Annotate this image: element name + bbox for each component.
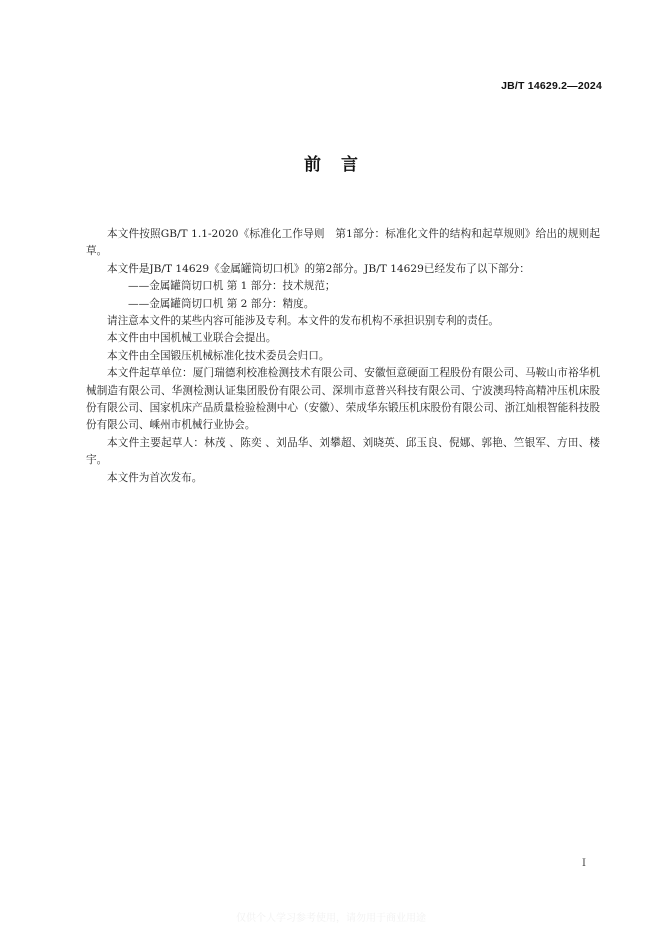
page-title: 前言 xyxy=(304,155,378,175)
paragraph-parts-intro: 本文件是JB/T 14629《金属罐筒切口机》的第2部分。JB/T 14629已经发布了以下部分： xyxy=(107,262,530,275)
list-item-part-2: ——金属罐筒切口机 第 2 部分：精度。 xyxy=(128,297,315,310)
foreword-body xyxy=(86,226,600,487)
page-number: I xyxy=(582,858,586,869)
paragraph-drafters: 本文件主要起草人：林茂 、陈奕 、刘品华、刘攀超、刘晓英、邱玉良、倪娜、郭艳、竺银军、方田、楼宇。 xyxy=(86,436,600,467)
watermark: 仅供个人学习参考使用，请勿用于商业用途 xyxy=(236,913,426,924)
paragraph-first-release: 本文件为首次发布。 xyxy=(107,471,203,484)
paragraph-drafting-rules: 本文件按照GB/T 1.1-2020《标准化工作导则 第1部分：标准化文件的结构和起草规则》给出的规则起草。 xyxy=(86,228,600,258)
paragraph-drafting-units: 本文件起草单位：厦门瑞德利校准检测技术有限公司、安徽恒意硬面工程股份有限公司、马鞍山市裕华机械制造有限公司、华测检测认证集团股份有限公司、深圳市意普兴科技有限公司、宁波澳玛特高精冲压机床股份有限公司、国家机床产品质量检验检测中心（安徽）、荣成华东锻压机床股份有限公司、浙江灿根智能科技股份有限公司、嵊州市机械行业协会。 xyxy=(86,367,600,432)
document-code: JB/T 14629.2—2024 xyxy=(501,80,602,92)
paragraph-proposed-by: 本文件由中国机械工业联合会提出。 xyxy=(107,332,277,345)
list-item-part-1: ——金属罐筒切口机 第 1 部分：技术规范； xyxy=(128,280,336,293)
paragraph-under-jurisdiction: 本文件由全国锻压机械标准化技术委员会归口。 xyxy=(107,349,330,362)
paragraph-patent-notice: 请注意本文件的某些内容可能涉及专利。本文件的发布机构不承担识别专利的责任。 xyxy=(107,315,499,328)
